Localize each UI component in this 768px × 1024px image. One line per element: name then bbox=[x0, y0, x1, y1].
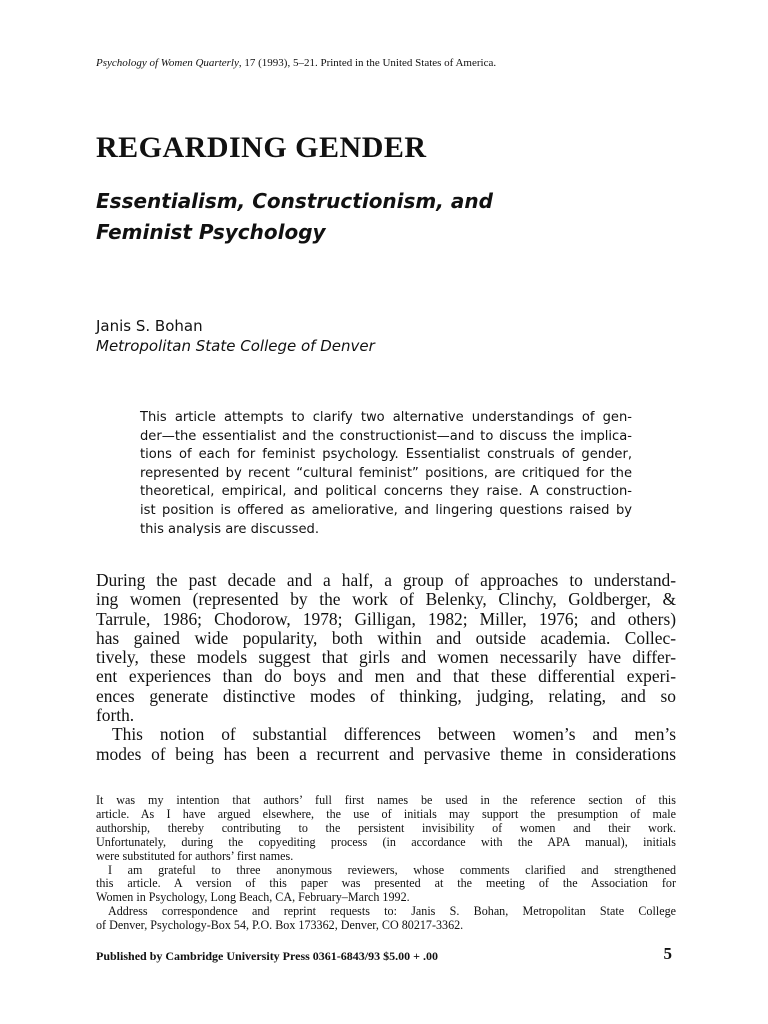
footnotes bbox=[96, 794, 676, 933]
abstract bbox=[140, 409, 632, 539]
body-line: forth. bbox=[96, 705, 135, 726]
subtitle-line: Essentialism, Constructionism, and bbox=[96, 189, 493, 213]
footnote-line: authorship, thereby contributing to the persistent invisibility of women and their work. bbox=[96, 820, 676, 835]
abstract-line: ist position is offered as ameliorative, and lingering questions raised by bbox=[140, 502, 632, 518]
subtitle-line: Feminist Psychology bbox=[96, 220, 326, 244]
footnote-line: article. As I have argued elsewhere, the use of initials may support the presumption of male bbox=[96, 806, 676, 821]
body-line: ing women (represented by the work of Belenky, Clinchy, Goldberger, & bbox=[96, 589, 676, 610]
abstract-line: represented by recent “cultural feminist” positions, are critiqued for the bbox=[140, 465, 632, 481]
author-name: Janis S. Bohan bbox=[96, 317, 203, 335]
footnote-line: this article. A version of this paper was presented at the meeting of the Association for bbox=[96, 876, 676, 891]
footnote-line: Unfortunately, during the copyediting process (in accordance with the APA manual), initials bbox=[96, 834, 676, 849]
footnote-line: It was my intention that authors’ full first names be used in the reference section of this bbox=[96, 793, 676, 807]
body-line: This notion of substantial differences between women’s and men’s bbox=[112, 724, 676, 745]
article-subtitle bbox=[96, 186, 696, 248]
abstract-line: this analysis are discussed. bbox=[140, 521, 320, 537]
author-affiliation: Metropolitan State College of Denver bbox=[96, 337, 375, 355]
publisher-line: Published by Cambridge University Press 0361-6843/93 $5.00 + .00 bbox=[96, 949, 438, 963]
body-line: ent experiences than do boys and men and that these differential experi- bbox=[96, 666, 676, 687]
body-line: During the past decade and a half, a group of approaches to understand- bbox=[96, 570, 676, 590]
body-line: ences generate distinctive modes of thinking, judging, relating, and so bbox=[96, 685, 676, 706]
journal-citation bbox=[96, 56, 696, 70]
body-text bbox=[96, 571, 676, 764]
journal-name: Psychology of Women Quarterly bbox=[96, 57, 239, 69]
abstract-line: der—the essentialist and the constructionist—and to discuss the implica- bbox=[140, 428, 632, 444]
abstract-line: tions of each for feminist psychology. Essentialist construals of gender, bbox=[140, 447, 632, 463]
body-line: Tarrule, 1986; Chodorow, 1978; Gilligan, 1982; Miller, 1976; and others) bbox=[96, 608, 676, 629]
article-title: REGARDING GENDER bbox=[96, 131, 427, 164]
footnote-line: of Denver, Psychology-Box 54, P.O. Box 173362, Denver, CO 80217-3362. bbox=[96, 918, 464, 933]
footnote-line: I am grateful to three anonymous reviewers, whose comments clarified and strengthened bbox=[108, 862, 676, 877]
footnote-line: were substituted for authors’ first names. bbox=[96, 848, 294, 863]
page-number: 5 bbox=[663, 944, 672, 963]
body-line: has gained wide popularity, both within and outside academia. Collec- bbox=[96, 627, 676, 648]
body-line: modes of being has been a recurrent and pervasive theme in considerations bbox=[96, 743, 676, 764]
body-line: tively, these models suggest that girls and women necessarily have differ- bbox=[96, 647, 676, 668]
citation-details: , 17 (1993), 5–21. Printed in the United States of America. bbox=[238, 57, 497, 69]
author-block bbox=[96, 316, 696, 356]
abstract-line: theoretical, empirical, and political concerns they raise. A construction- bbox=[140, 484, 632, 500]
footnote-line: Women in Psychology, Long Beach, CA, February–March 1992. bbox=[96, 890, 410, 905]
abstract-line: This article attempts to clarify two alternative understandings of gen- bbox=[140, 410, 632, 425]
footnote-line: Address correspondence and reprint requests to: Janis S. Bohan, Metropolitan State College bbox=[108, 904, 676, 919]
